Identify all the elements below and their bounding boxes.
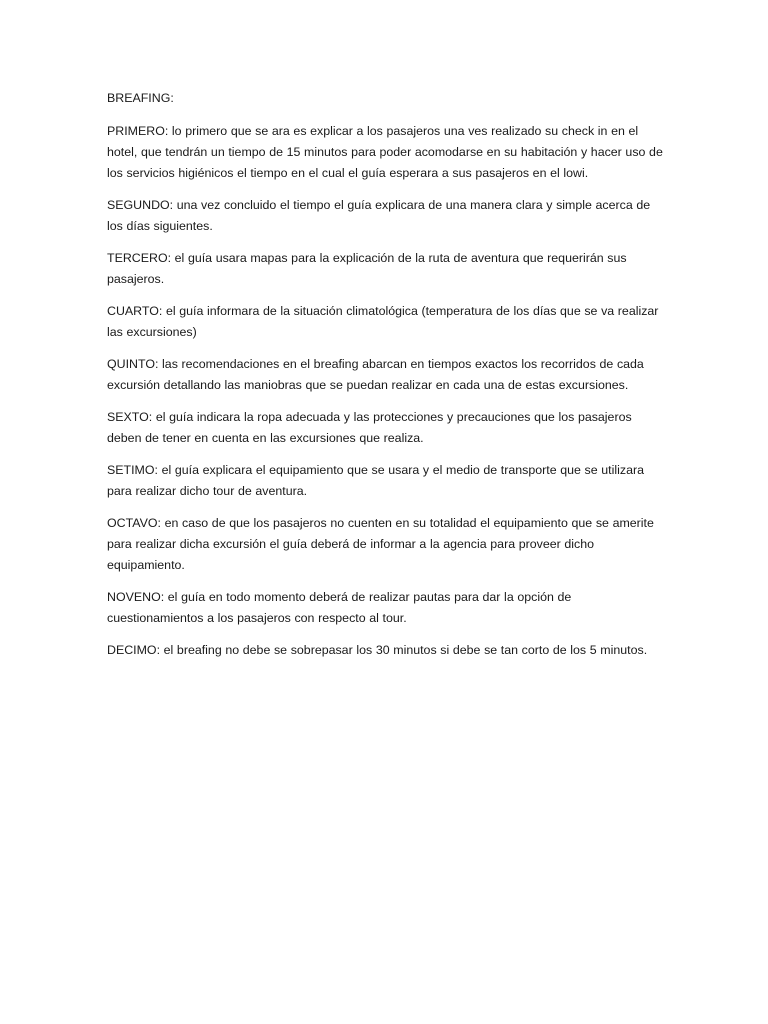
paragraph-cuarto: CUARTO: el guía informara de la situación climatológica (temperatura de los días que se va realizar las excursiones) [107,304,659,339]
paragraph-segundo: SEGUNDO: una vez concluido el tiempo el guía explicara de una manera clara y simple acerca de los días siguientes. [107,198,651,233]
document-title: BREAFING: [107,91,174,105]
paragraph-quinto: QUINTO: las recomendaciones en el breafing abarcan en tiempos exactos los recorridos de cada excursión detallando las maniobras que se puedan realizar en cada una de estas excursiones. [107,357,644,392]
paragraph-decimo: DECIMO: el breafing no debe se sobrepasar los 30 minutos si debe se tan corto de los 5 minutos. [107,643,648,657]
paragraph-setimo: SETIMO: el guía explicara el equipamiento que se usara y el medio de transporte que se utilizara para realizar dicho tour de aventura. [107,463,644,498]
paragraph-octavo: OCTAVO: en caso de que los pasajeros no cuenten en su totalidad el equipamiento que se amerite para realizar dicha excursión el guía deberá de informar a la agencia para proveer dicho equipamiento. [107,516,654,572]
paragraph-primero: PRIMERO: lo primero que se ara es explicar a los pasajeros una ves realizado su check in en el hotel, que tendrán un tiempo de 15 minutos para poder acomodarse en su habitación y hacer uso de los servicios higiénicos el tiempo en el cual el guía esperara a sus pasajeros en el lowi. [107,124,663,180]
paragraph-sexto: SEXTO: el guía indicara la ropa adecuada y las protecciones y precauciones que los pasajeros deben de tener en cuenta en las excursiones que realiza. [107,410,632,445]
paragraph-noveno: NOVENO: el guía en todo momento deberá de realizar pautas para dar la opción de cuestionamientos a los pasajeros con respecto al tour. [107,590,572,625]
document-body [107,88,667,661]
paragraph-tercero: TERCERO: el guía usara mapas para la explicación de la ruta de aventura que requerirán sus pasajeros. [107,251,627,286]
